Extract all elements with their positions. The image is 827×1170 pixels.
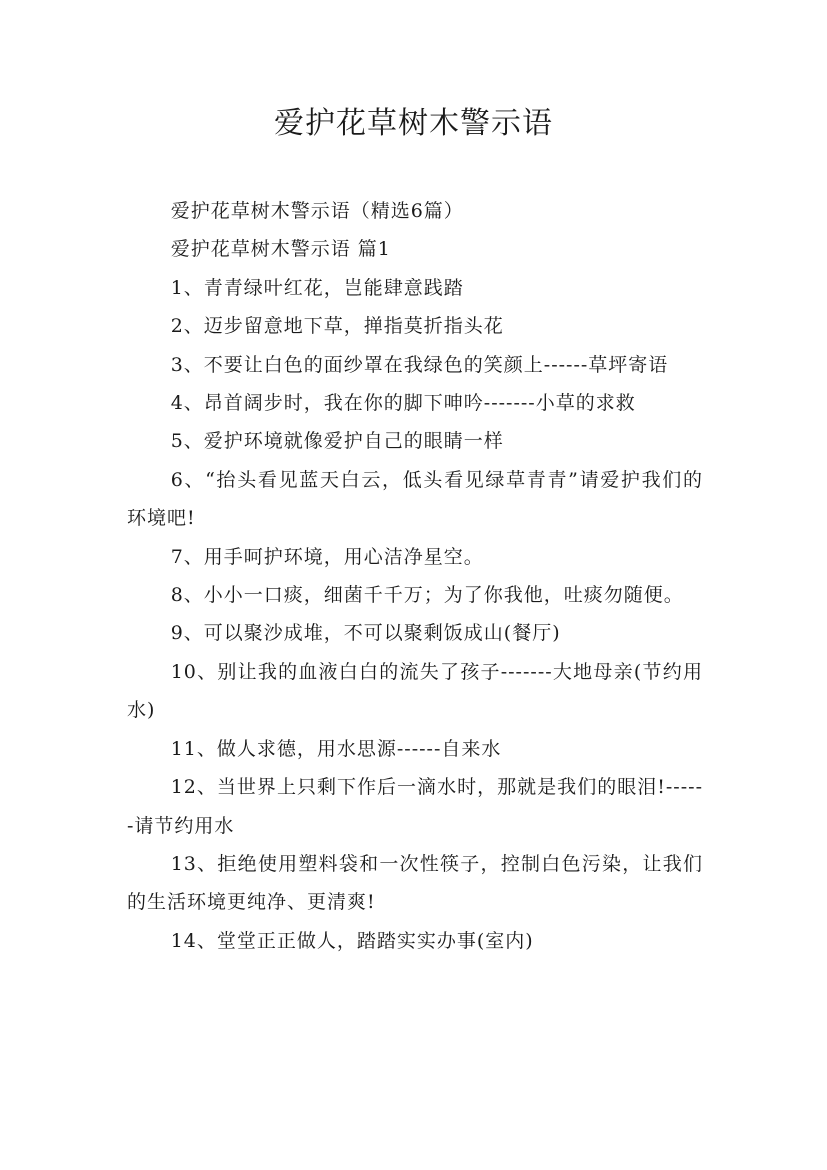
paragraph: 12、当世界上只剩下作后一滴水时，那就是我们的眼泪!------请节约用水 (127, 776, 703, 837)
paragraph: 7、用手呵护环境，用心洁净星空。 (170, 545, 484, 568)
document-title: 爱护花草树木警示语 (274, 106, 553, 141)
paragraph: 5、爱护环境就像爱护自己的眼睛一样 (170, 430, 504, 453)
paragraph: 8、小小一口痰，细菌千千万；为了你我他，吐痰勿随便。 (170, 584, 684, 607)
paragraph: 6、“抬头看见蓝天白云，低头看见绿草青青”请爱护我们的环境吧! (127, 468, 703, 530)
paragraph: 爱护花草树木警示语（精选6篇） (170, 200, 464, 222)
paragraph: 4、昂首阔步时，我在你的脚下呻吟-------小草的求救 (170, 392, 636, 415)
paragraph: 爱护花草树木警示语 篇1 (170, 238, 391, 261)
paragraph: 9、可以聚沙成堆，不可以聚剩饭成山(餐厅) (170, 622, 561, 645)
paragraph: 10、别让我的血液白白的流失了孩子-------大地母亲(节约用水) (127, 660, 703, 722)
paragraph: 1、青青绿叶红花，岂能肆意践踏 (170, 276, 464, 299)
paragraph: 2、迈步留意地下草，掸指莫折指头花 (170, 315, 504, 338)
paragraph: 13、拒绝使用塑料袋和一次性筷子，控制白色污染，让我们的生活环境更纯净、更清爽! (127, 852, 703, 914)
paragraph: 3、不要让白色的面纱罩在我绿色的笑颜上------草坪寄语 (170, 353, 669, 376)
paragraph: 11、做人求德，用水思源------自来水 (170, 737, 502, 760)
paragraph: 14、堂堂正正做人，踏踏实实办事(室内) (170, 929, 534, 952)
document-body (127, 192, 703, 960)
